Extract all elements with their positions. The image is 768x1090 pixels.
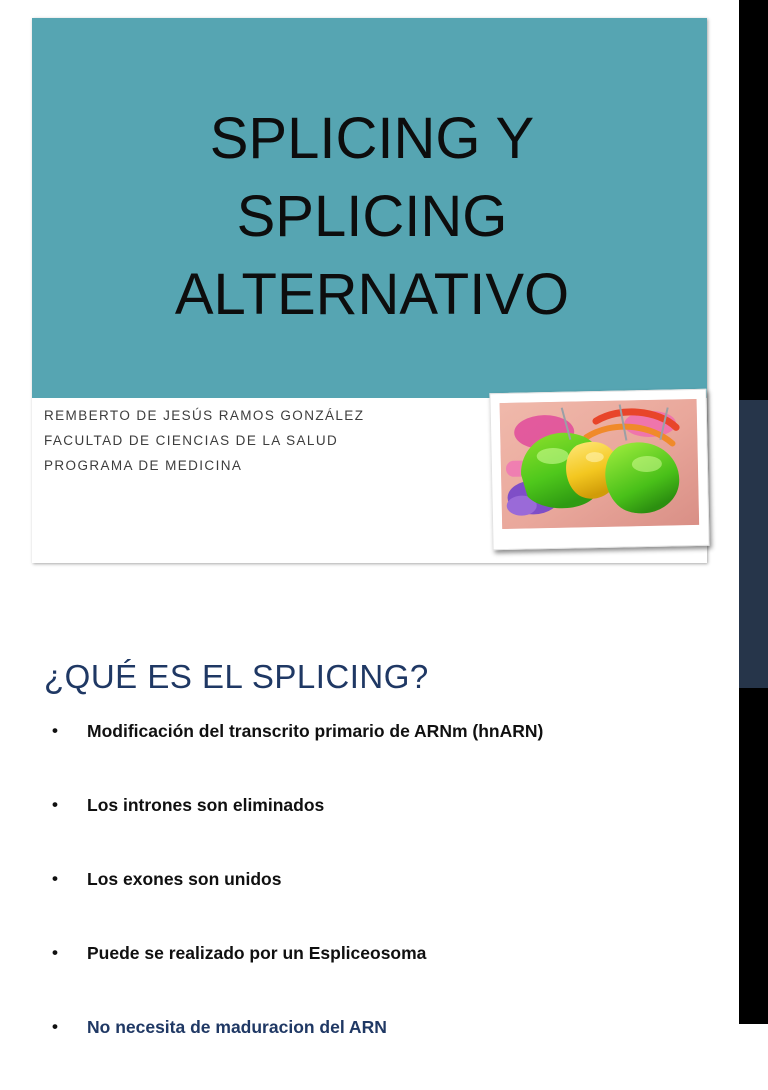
title-line-2: SPLICING — [236, 184, 508, 249]
program-name: PROGRAMA DE MEDICINA — [44, 458, 243, 473]
list-item-label: Modificación del transcrito primario de ARNm (hnARN) — [87, 721, 544, 741]
right-gutter-scroll-indicator[interactable] — [739, 400, 768, 688]
author-block — [44, 403, 474, 478]
bullet-marker: • — [52, 1017, 58, 1036]
title-line-1: SPLICING Y — [209, 106, 535, 171]
list-item — [44, 720, 704, 794]
spliceosome-image-frame — [489, 389, 709, 551]
list-item — [44, 942, 704, 1016]
author-name: REMBERTO DE JESÚS RAMOS GONZÁLEZ — [44, 408, 365, 423]
bullet-marker: • — [52, 869, 58, 888]
slide-title-slide — [32, 18, 707, 563]
list-item — [44, 868, 704, 942]
list-item — [44, 794, 704, 868]
bullet-list — [44, 720, 704, 1090]
bullet-marker: • — [52, 795, 58, 814]
presentation-title — [92, 100, 652, 334]
list-item-label: Puede se realizado por un Espliceosoma — [87, 943, 427, 963]
faculty-name: FACULTAD DE CIENCIAS DE LA SALUD — [44, 433, 339, 448]
list-item-label: No necesita de maduracion del ARN — [87, 1017, 387, 1037]
spliceosome-image — [500, 399, 700, 529]
slide-content-slide — [0, 600, 739, 1037]
list-item-label: Los exones son unidos — [87, 869, 282, 889]
list-item-label: Los intrones son eliminados — [87, 795, 325, 815]
bullet-marker: • — [52, 721, 58, 740]
title-line-3: ALTERNATIVO — [174, 262, 570, 327]
section-heading: ¿QUÉ ES EL SPLICING? — [44, 658, 429, 695]
bullet-marker: • — [52, 943, 58, 962]
list-item — [44, 1016, 704, 1090]
